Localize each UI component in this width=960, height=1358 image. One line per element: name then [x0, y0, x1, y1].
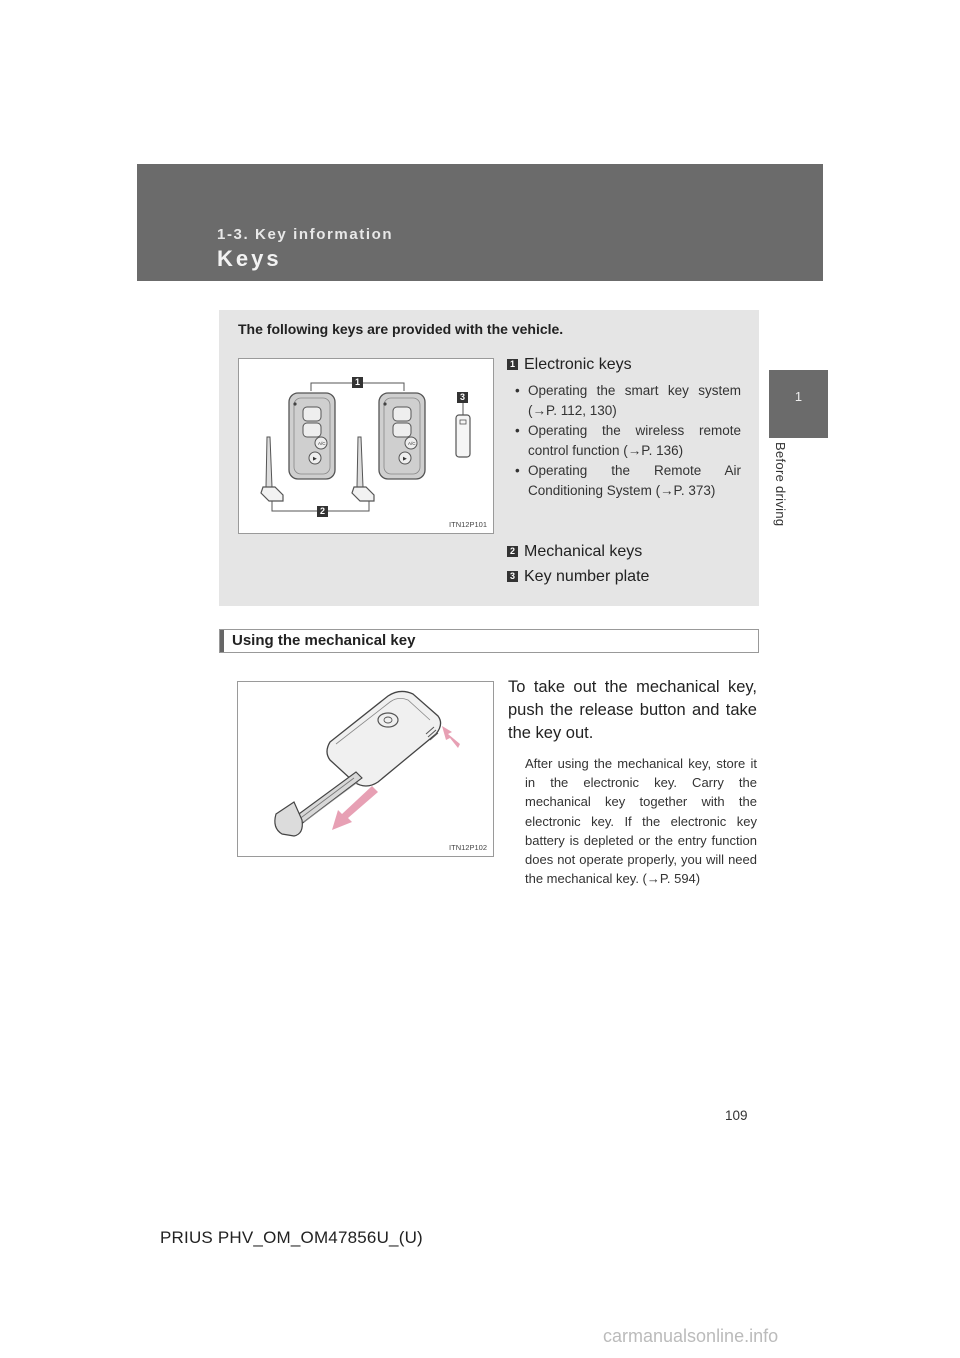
list-item: • Operating the smart key system (→P. 112, 130) [509, 381, 741, 421]
section-label: 1-3. Key information [217, 226, 394, 243]
keys-illustration [239, 359, 493, 533]
intro-box [219, 310, 759, 606]
section-heading [219, 629, 759, 653]
instruction-text: To take out the mechanical key, push the release button and take the key out. [508, 678, 757, 742]
section-accent [220, 630, 224, 652]
note-text: After using the mechanical key, store it in the electronic key. Carry the mechanical key together with the electronic key. If the electronic key battery is depleted or the entry function does not operate properly, you will need the mechanical key. (→P. 594) [525, 756, 757, 887]
list-item: • Operating the wireless remote control function (→P. 136) [509, 421, 741, 461]
item-title: Mechanical keys [524, 543, 643, 560]
chapter-header [137, 164, 823, 281]
footer-code: PRIUS PHV_OM_OM47856U_(U) [160, 1228, 423, 1247]
figure-code: ITN12P102 [449, 843, 487, 852]
section-title: Using the mechanical key [232, 632, 416, 649]
item-title: Key number plate [524, 568, 650, 585]
svg-text:A/C: A/C [408, 441, 416, 446]
item-number-badge: 1 [507, 359, 518, 370]
page-title: Keys [217, 246, 282, 271]
callout-3: 3 [457, 392, 468, 403]
item-key-number-plate [507, 568, 649, 586]
svg-text:▶: ▶ [313, 456, 317, 462]
item-electronic-keys [507, 356, 632, 374]
keys-figure [238, 358, 494, 534]
mechanical-key-illustration [238, 682, 493, 856]
callout-1: 1 [352, 377, 363, 388]
item-number-badge: 2 [507, 546, 518, 557]
list-item: • Operating the Remote Air Conditioning System (→P. 373) [509, 461, 741, 501]
intro-text: The following keys are provided with the vehicle. [238, 321, 564, 337]
chapter-tab-number: 1 [794, 389, 803, 404]
item-mechanical-keys [507, 543, 642, 561]
mechanical-key-figure [237, 681, 494, 857]
svg-text:A/C: A/C [318, 441, 326, 446]
chapter-tab[interactable] [769, 370, 828, 438]
watermark[interactable]: carmanualsonline.info [603, 1326, 779, 1346]
figure-code: ITN12P101 [449, 520, 487, 529]
item-number-badge: 3 [507, 571, 518, 582]
callout-2: 2 [317, 506, 328, 517]
item-title: Electronic keys [524, 356, 632, 373]
electronic-keys-list [509, 381, 741, 501]
page-number: 109 [725, 1108, 748, 1123]
svg-text:▶: ▶ [403, 456, 407, 462]
chapter-tab-label: Before driving [773, 442, 788, 527]
